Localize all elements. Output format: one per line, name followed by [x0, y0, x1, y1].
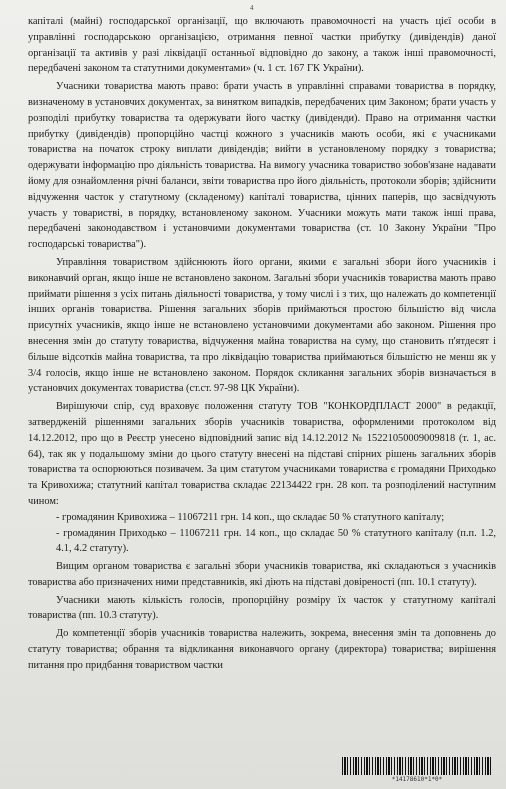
- barcode-bars: [342, 757, 492, 775]
- paragraph: Учасники мають кількість голосів, пропорційну розміру їх часток у статутному капіталі товариства (пп. 10.3 статуту).: [28, 594, 496, 622]
- list-item: - громадянин Приходько – 11067211 грн. 14 коп., що складає 50 % статутного капіталу (п.п. 1.2, 4.1, 4.2 статуту).: [56, 527, 496, 555]
- list-item: - громадянин Кривохижа – 11067211 грн. 14 коп., що складає 50 % статутного капіталу;: [56, 511, 445, 523]
- document-body: [28, 14, 496, 674]
- paragraph: Учасники товариства мають право: брати участь в управлінні справами товариства в порядку, визначеному в установчих документах, за винятком випадків, передбачених цим Законом; брати участь у розподілі прибутку товариства та одержувати його частку (дивіденди). Право на отримання частки прибутку (дивідендів) пропорційно частці кожного з учасників мають особи, які є учасниками товариства на початок строку виплати дивідендів; вийти в установленому порядку з товариства; одержувати інформацію про діяльність товариства. На вимогу учасника товариство зобов'язане надавати йому для ознайомлення річні баланси, звіти товариства про його діяльність, протоколи зборів; здійснити відчуження часток у статутному (складеному) капіталі товариства, цінних паперів, що засвідчують участь у товаристві, в порядку, встановленому законом. Учасники можуть мати також інші права, передбачені законодавством і установчими документами товариства (ст. 10 Закону України "Про господарські товариства").: [28, 81, 496, 251]
- paragraph: Вирішуючи спір, суд враховує положення статуту ТОВ "КОНКОРДПЛАСТ 2000" в редакції, затвердженій рішеннями загальних зборів учасників товариства, оформленими протоколом від 14.12.2012, про що в Реєстр унесено відповідний запис від 14.12.2012 № 15221050009009818 (т. 1, ас. 64), так як у подальшому зміни до цього статуту внесені на підставі спірних рішень загальних зборів товариства та оспорюються позивачем. За цим статутом учасниками товариства є громадяни Приходько та Кривохижа; статутний капітал товариства складає 22134422 грн. 28 коп. та розподілений наступним чином:: [28, 401, 496, 507]
- paragraph: До компетенції зборів учасників товариства належить, зокрема, внесення змін та доповнень до статуту товариства; обрання та відкликання виконавчого органу (директора) товариства; вирішення питання про придбання товариством частки: [28, 628, 496, 671]
- barcode: [342, 757, 492, 785]
- paragraph: Вищим органом товариства є загальні збори учасників товариства, які складаються з учасників товариства або призначених ними представників, які діють на підставі довіреності (пп. 10.1 статуту).: [28, 561, 496, 588]
- paragraph: Управління товариством здійснюють його органи, якими є загальні збори його учасників і виконавчий орган, якщо інше не встановлено законом. Загальні збори учасників товариства мають право приймати рішення з усіх питань діяльності товариства, у тому числі і з тих, що належать до компетенції інших органів товариства. Рішення загальних зборів приймаються простою більшістю від числа присутніх учасників, якщо інше не встановлено установчими документами або законом. Рішення про внесення змін до статуту товариства, відчуження майна товариства на суму, що становить п'ятдесят і більше відсотків майна товариства, та про ліквідацію товариства приймаються більшістю не менш як у 3/4 голосів, якщо інше не встановлено законом. Порядок скликання загальних зборів визначається в установчих документах товариства (ст.ст. 97-98 ЦК України).: [28, 256, 496, 395]
- page-number: 4: [250, 4, 254, 12]
- barcode-number: *14178610*1*0*: [391, 776, 443, 783]
- paragraph: капіталі (майні) господарської організації, що включають правомочності на участь цієї особи в управлінні господарською організацією, отримання певної частки прибутку (дивідендів) даної організації та активів у разі ліквідації останньої відповідно до закону, а також інші правомочності, передбачені законом та статутними документами» (ч. 1 ст. 167 ГК України).: [28, 16, 496, 75]
